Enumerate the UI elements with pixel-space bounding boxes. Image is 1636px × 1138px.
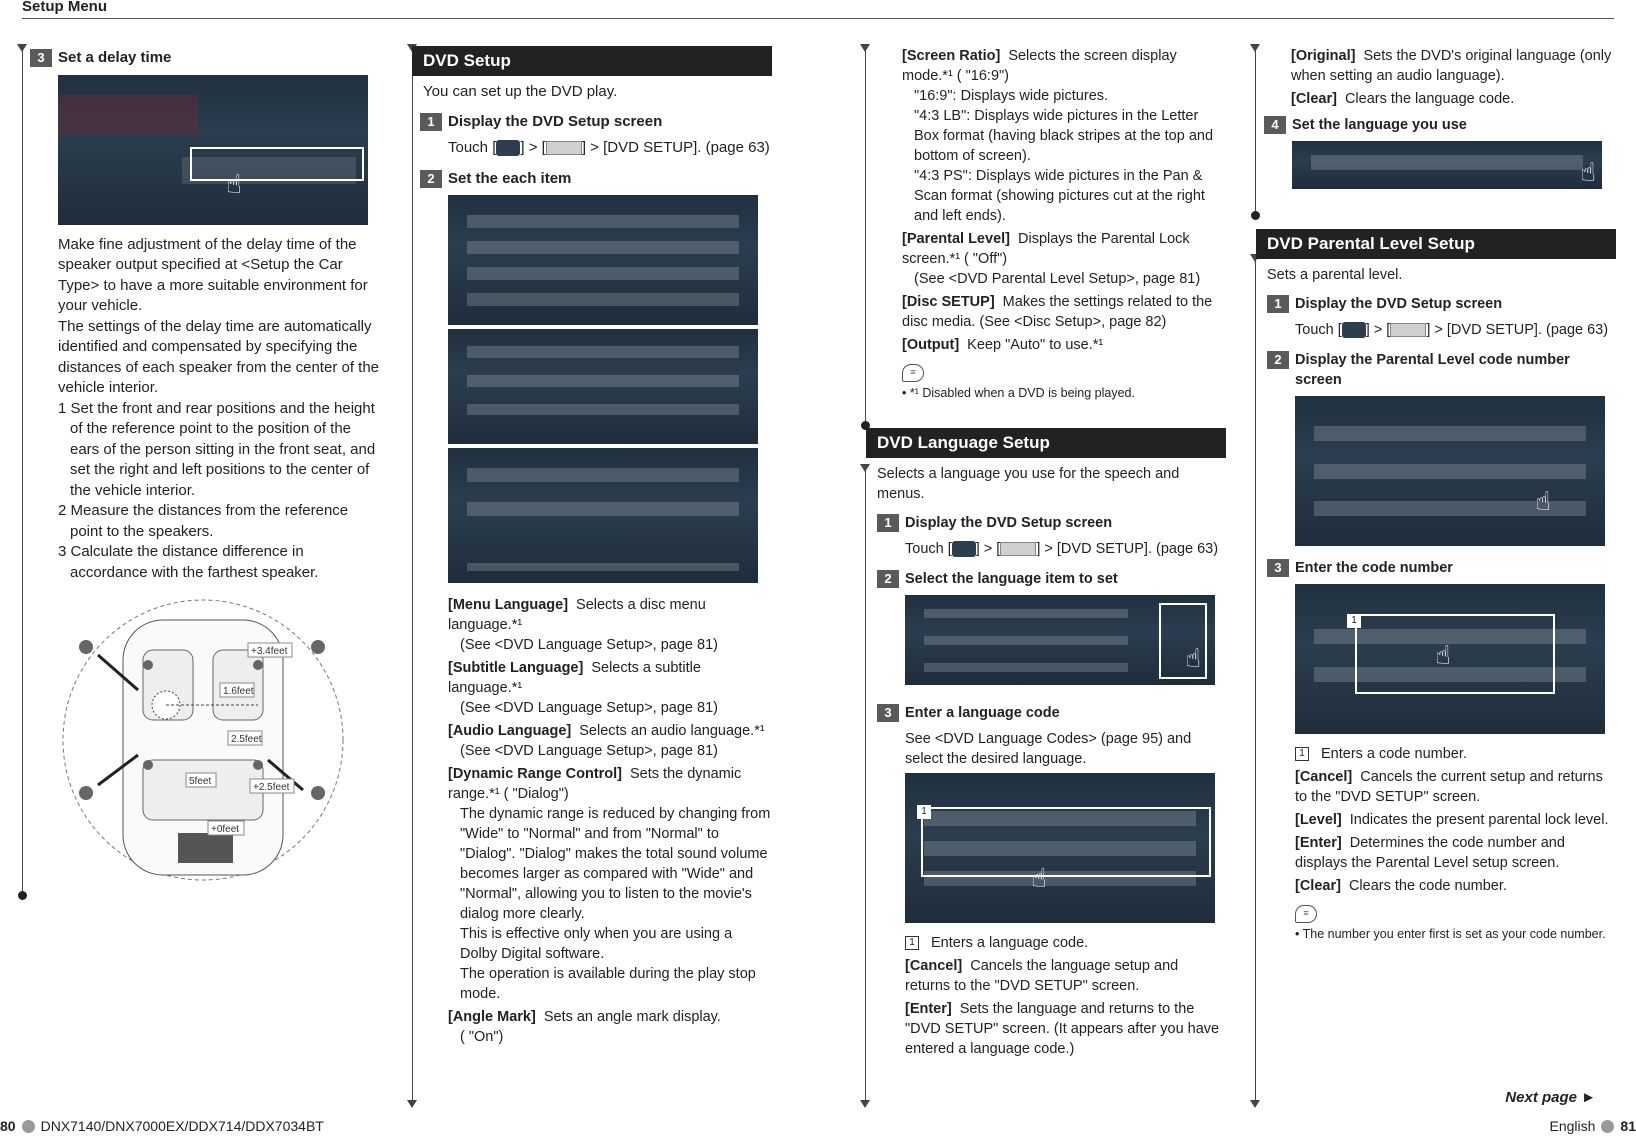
item-angle-mark: [Angle Mark] Sets an angle mark display. ( "On")	[448, 1009, 721, 1045]
item-dynamic-range: [Dynamic Range Control] Sets the dynamic range.*¹ ( "Dialog") The dynamic range is reduced by changing from "Wide" to "Normal" and from "Normal" to "Dialog". "Dialog" makes the total sound volume becomes larger as compared with "Wide" and "Normal", allowing you to listen to the movie's dialog more clearly. This is effective only when you are using a Dolby Digital software. The operation is available during the play stop mode.	[448, 766, 771, 1002]
language-use-screen	[1292, 141, 1602, 189]
step-number: 3	[30, 49, 52, 67]
note-icon: ≡	[902, 364, 924, 382]
item-audio-language: [Audio Language] Selects an audio language.*¹ (See <DVD Language Setup>, page 81)	[448, 723, 765, 759]
touch-hand-icon: ☝	[1580, 157, 1596, 187]
touch-hand-icon: ☝	[226, 168, 242, 199]
next-page-link[interactable]: Next page ►	[1505, 1089, 1596, 1106]
dvd-setup-screen-2	[448, 329, 758, 444]
parental-lead: Sets a parental level.	[1267, 267, 1403, 283]
touch-hand-icon: ☝	[1031, 863, 1047, 893]
parental-step-3: 3 Enter the code number	[1267, 558, 1616, 578]
column-4	[1256, 46, 1616, 943]
lang-clear: [Clear] Clears the language code.	[1291, 91, 1515, 107]
callout-marker: 1	[917, 805, 931, 819]
callout-marker: 1	[1347, 614, 1361, 628]
parental-code-screen	[1295, 396, 1605, 546]
menu-icon	[496, 140, 520, 156]
lang-step-3: 3 Enter a language code	[877, 703, 1226, 723]
dvd-setup-lead: You can set up the DVD play.	[423, 83, 618, 100]
page-header	[22, 0, 1614, 19]
setup-icon	[1000, 542, 1036, 556]
item-disc-setup: [Disc SETUP] Makes the settings related to the disc media. (See <Disc Setup>, page 82)	[902, 294, 1213, 330]
diagram-label: +2.5feet	[253, 782, 290, 793]
note-text: • *¹ Disabled when a DVD is being played.	[902, 386, 1135, 400]
touch-hand-icon: ☝	[1435, 640, 1451, 670]
list-item: 1 Set the front and rear positions and the height of the reference point to the position of the ears of the person sitting in the front seat, and set the right and left positions to the center of the vehicle interior.	[58, 399, 376, 499]
car-speaker-diagram	[58, 595, 348, 885]
item-screen-ratio: [Screen Ratio] Selects the screen display mode.*¹ ( "16:9") "16:9": Displays wide pictures. "4:3 LB": Displays wide pictures in the Letter Box format (having black stripes at the top and bottom of screen). "4:3 PS": Displays wide pictures in the Pan & Scan format (showing pictures cut at the right and left ends).	[902, 48, 1214, 224]
parental-cancel: [Cancel] Cancels the current setup and returns to the "DVD SETUP" screen.	[1295, 769, 1603, 805]
parental-note: • The number you enter first is set as your code number.	[1295, 927, 1606, 941]
lang-step-2: 2 Select the language item to set	[877, 569, 1226, 589]
item-output: [Output] Keep "Auto" to use.*¹	[902, 337, 1104, 353]
column-1	[30, 46, 382, 892]
menu-icon	[1342, 322, 1366, 338]
parental-clear: [Clear] Clears the code number.	[1295, 878, 1507, 894]
parental-step-2: 2 Display the Parental Level code number screen	[1267, 350, 1616, 390]
setup-icon	[546, 141, 582, 155]
list-item: 3 Calculate the distance difference in accordance with the farthest speaker.	[58, 543, 319, 581]
diagram-label: +0feet	[211, 824, 240, 835]
lang-step3-text: See <DVD Language Codes> (page 95) and select the desired language.	[905, 731, 1192, 767]
footer-left: 80 DNX7140/DNX7000EX/DDX714/DDX7034BT	[0, 1117, 324, 1134]
diagram-label: 2.5feet	[231, 734, 262, 745]
code-number-screen	[1295, 584, 1605, 734]
step-2-heading: 2 Set the each item	[420, 169, 772, 190]
step-3-heading	[30, 48, 382, 69]
lang-touch-instructions: Touch [ ] > [ ] > [DVD SETUP]. (page 63)	[905, 541, 1219, 557]
touch-instructions: Touch [ ] > [ ] > [DVD SETUP]. (page 63)	[448, 139, 770, 156]
setup-icon	[1390, 323, 1426, 337]
lang-cancel: [Cancel] Cancels the language setup and returns to the "DVD SETUP" screen.	[905, 958, 1179, 994]
list-item: 2 Measure the distances from the reference point to the speakers.	[58, 502, 349, 540]
lang-step-1: 1 Display the DVD Setup screen	[877, 513, 1226, 533]
section-title: Setup Menu	[22, 0, 107, 15]
delay-body-2: The settings of the delay time are automatically identified and compensated by specifying the distances of each speaker from the center of the vehicle interior.	[58, 317, 380, 396]
footer-right: English 81	[1549, 1117, 1636, 1134]
item-subtitle-language: [Subtitle Language] Selects a subtitle language.*¹ (See <DVD Language Setup>, page 81)	[448, 660, 718, 716]
column-2	[412, 46, 772, 1050]
dvd-language-lead: Selects a language you use for the speech and menus.	[877, 466, 1180, 502]
menu-icon	[952, 541, 976, 557]
step-title: Set a delay time	[58, 49, 172, 66]
parental-enter: [Enter] Determines the code number and displays the Parental Level setup screen.	[1295, 835, 1565, 871]
callout-1-text: 1 Enters a code number.	[1295, 744, 1616, 764]
dvd-setup-screen-3	[448, 448, 758, 583]
item-menu-language: [Menu Language] Selects a disc menu language.*¹ (See <DVD Language Setup>, page 81)	[448, 597, 718, 653]
touch-hand-icon: ☝	[1185, 643, 1201, 673]
delay-body-1: Make fine adjustment of the delay time of the speaker output specified at <Setup the Car Type> to have a more suitable environment for your vehicle.	[58, 235, 368, 314]
touch-hand-icon: ☝	[1535, 486, 1551, 516]
diagram-label: 1.6feet	[223, 686, 254, 697]
lang-original: [Original] Sets the DVD's original language (only when setting an audio language).	[1291, 48, 1612, 84]
diagram-label: +3.4feet	[251, 646, 288, 657]
language-code-screen	[905, 773, 1215, 923]
dvd-setup-title: DVD Setup	[412, 46, 772, 76]
lang-step-4: 4 Set the language you use	[1264, 115, 1616, 135]
dvd-language-title: DVD Language Setup	[866, 428, 1226, 458]
delay-screen-image	[58, 75, 368, 225]
language-item-screen	[905, 595, 1215, 685]
parental-title: DVD Parental Level Setup	[1256, 229, 1616, 259]
diagram-label: 5feet	[189, 776, 212, 787]
callout-1-text: 1 Enters a language code.	[905, 933, 1226, 953]
step-1-heading: 1 Display the DVD Setup screen	[420, 112, 772, 133]
parental-touch-instructions: Touch [ ] > [ ] > [DVD SETUP]. (page 63)	[1295, 322, 1609, 338]
column-3	[866, 46, 1226, 1062]
item-parental-level: [Parental Level] Displays the Parental Lock screen.*¹ ( "Off") (See <DVD Parental Level Setup>, page 81)	[902, 231, 1201, 287]
parental-step-1: 1 Display the DVD Setup screen	[1267, 294, 1616, 314]
rail-col1	[22, 50, 23, 895]
parental-level: [Level] Indicates the present parental lock level.	[1295, 812, 1609, 828]
setting-items	[448, 595, 772, 1047]
dvd-setup-screen-1	[448, 195, 758, 325]
note-icon: ≡	[1295, 905, 1317, 923]
lang-enter: [Enter] Sets the language and returns to the "DVD SETUP" screen. (It appears after you have entered a language code.)	[905, 1001, 1220, 1057]
